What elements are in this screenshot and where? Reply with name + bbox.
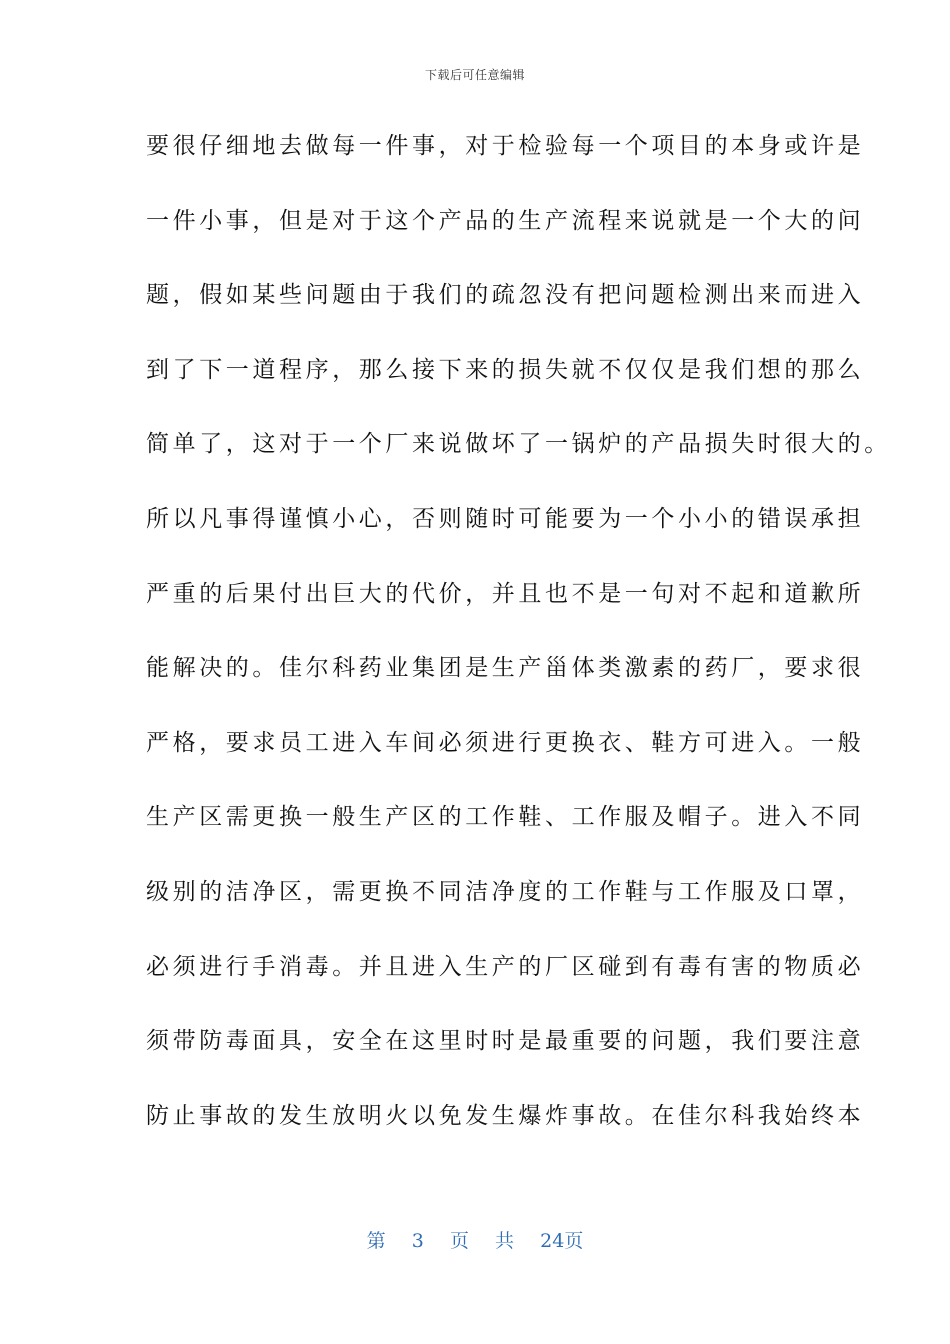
- page-label-prefix: 第: [366, 1230, 386, 1252]
- text-line: 简单了，这对于一个厂来说做坏了一锅炉的产品损失时很大的。: [146, 431, 891, 458]
- text-line: 防止事故的发生放明火以免发生爆炸事故。在佳尔科我始终本: [146, 1102, 865, 1129]
- text-line: 严重的后果付出巨大的代价，并且也不是一句对不起和道歉所: [146, 580, 865, 607]
- text-line: 题，假如某些问题由于我们的疏忽没有把问题检测出来而进入: [146, 282, 865, 309]
- text-line: 一件小事，但是对于这个产品的生产流程来说就是一个大的问: [146, 207, 865, 234]
- total-label: 共: [495, 1230, 515, 1252]
- page-header: 下载后可任意编辑: [424, 68, 525, 82]
- page-footer: [0, 1226, 950, 1253]
- current-page-number: 3: [411, 1230, 424, 1252]
- text-line: 要很仔细地去做每一件事，对于检验每一个项目的本身或许是: [146, 133, 865, 159]
- text-line: 严格，要求员工进入车间必须进行更换衣、鞋方可进入。一般: [146, 729, 865, 756]
- text-line: 必须进行手消毒。并且进入生产的厂区碰到有毒有害的物质必: [146, 953, 865, 980]
- total-pages: 24页: [540, 1230, 584, 1252]
- text-line: 能解决的。佳尔科药业集团是生产甾体类激素的药厂，要求很: [146, 655, 865, 682]
- text-line: 须带防毒面具，安全在这里时时是最重要的问题，我们要注意: [146, 1028, 865, 1055]
- body-text: [146, 120, 891, 1164]
- text-line: 生产区需更换一般生产区的工作鞋、工作服及帽子。进入不同: [146, 804, 865, 831]
- text-line: 级别的洁净区，需更换不同洁净度的工作鞋与工作服及口罩，: [146, 878, 865, 905]
- text-line: 到了下一道程序，那么接下来的损失就不仅仅是我们想的那么: [146, 356, 865, 383]
- text-line: 所以凡事得谨慎小心，否则随时可能要为一个小小的错误承担: [146, 505, 865, 532]
- page-label-mid: 页: [449, 1230, 469, 1252]
